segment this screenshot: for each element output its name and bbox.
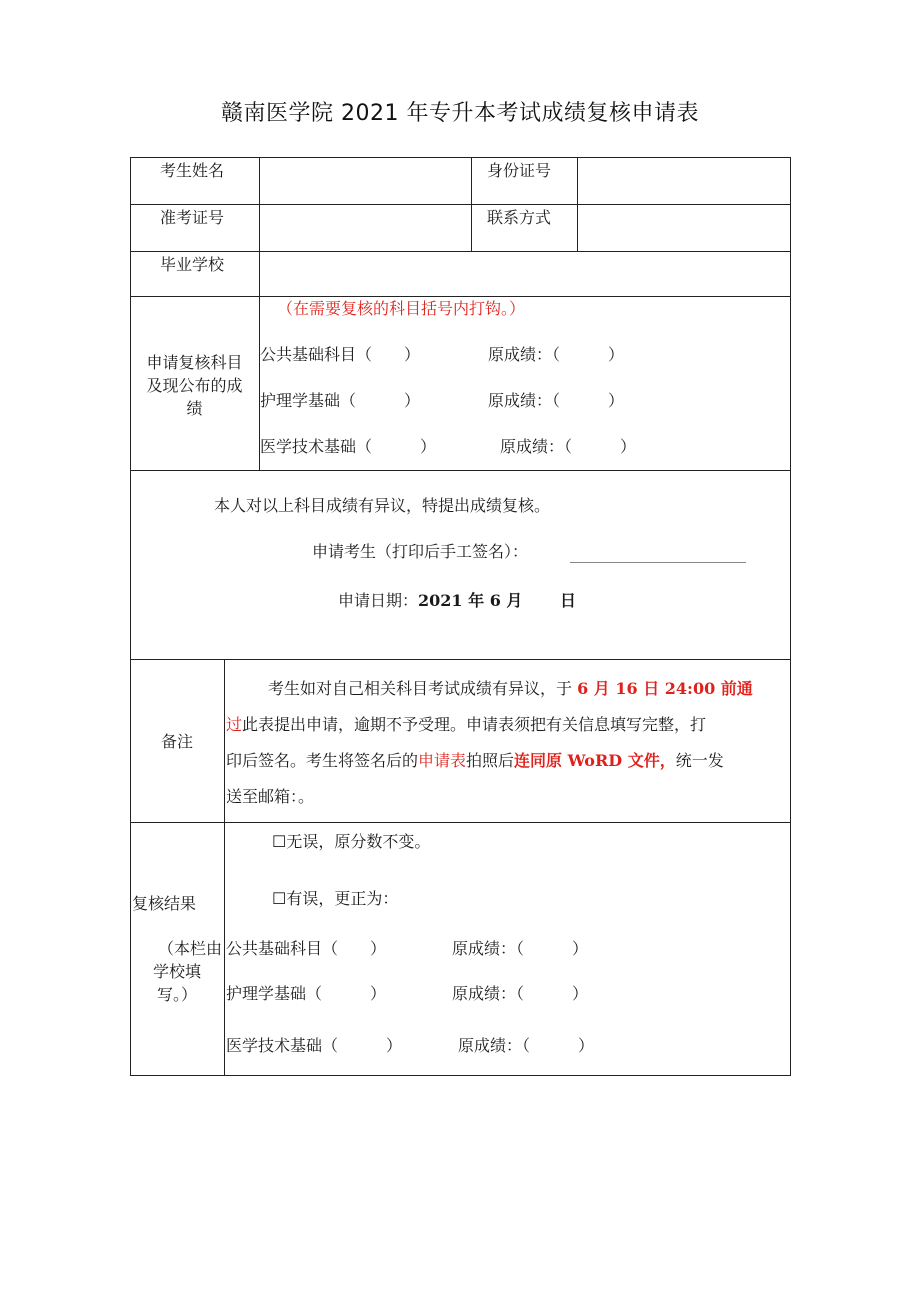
remarks-l1a: 考生如对自己相关科目考试成绩有异议，于: [268, 679, 578, 698]
review-note-line1: （本栏由: [157, 939, 222, 958]
graduate-school-field[interactable]: [260, 252, 790, 295]
name-field[interactable]: [260, 158, 470, 203]
subject-score-medical-tech: 原成绩：（ ）: [500, 437, 637, 456]
subjects-label-line2: 及现公布的成: [146, 376, 243, 395]
id-number-label: 身份证号: [487, 161, 552, 180]
review-option-no-error[interactable]: ☐无误，原分数不变。: [272, 832, 431, 851]
subject-item-nursing[interactable]: 护理学基础（ ）: [260, 391, 421, 410]
remarks-l2-red: 过: [226, 715, 243, 734]
subjects-label-line1: 申请复核科目: [146, 353, 243, 372]
subject-score-nursing: 原成绩：（ ）: [488, 391, 625, 410]
review-item-nursing: 护理学基础（ ）: [226, 984, 387, 1003]
subjects-label-line3: 绩: [186, 399, 203, 418]
date-value: 2021 年 6 月 日: [418, 591, 576, 610]
contact-label: 联系方式: [487, 208, 552, 227]
contact-field[interactable]: [578, 205, 790, 250]
remarks-text: [226, 671, 753, 815]
subject-score-public-basics: 原成绩：（ ）: [488, 345, 625, 364]
review-note-line2: 学校填: [152, 962, 201, 981]
review-option-error[interactable]: ☐有误，更正为：: [272, 889, 399, 908]
remarks-label: 备注: [160, 732, 193, 751]
subjects-label: [130, 351, 259, 420]
subject-item-medical-tech[interactable]: 医学技术基础（ ）: [260, 437, 437, 456]
application-form-table: [130, 157, 791, 1076]
graduate-school-label: 毕业学校: [160, 255, 225, 274]
review-score-medical-tech: 原成绩：（ ）: [458, 1036, 595, 1055]
application-date: [338, 591, 576, 611]
review-item-public-basics: 公共基础科目（ ）: [226, 939, 387, 958]
column-divider: [259, 157, 260, 470]
signer-label: 申请考生（打印后手工签名）：: [312, 542, 529, 561]
remarks-form-word: 申请表: [418, 751, 467, 770]
exam-number-field[interactable]: [260, 205, 470, 250]
review-score-public-basics: 原成绩：（ ）: [452, 939, 589, 958]
review-score-nursing: 原成绩：（ ）: [452, 984, 589, 1003]
signature-line[interactable]: [570, 562, 746, 563]
review-note: [130, 937, 224, 1006]
row-divider: [130, 296, 791, 297]
review-label: 复核结果: [132, 894, 197, 913]
column-divider: [471, 157, 472, 251]
remarks-deadline: 6 月 16 日 24:00 前通: [577, 679, 753, 698]
remarks-l3b: 拍照后: [466, 751, 515, 770]
subject-item-public-basics[interactable]: 公共基础科目（ ）: [260, 345, 421, 364]
remarks-l3c: 统一发: [675, 751, 724, 770]
page-title: 赣南医学院 2021 年专升本考试成绩复核申请表: [221, 101, 699, 126]
row-divider: [130, 822, 791, 823]
id-number-field[interactable]: [578, 158, 790, 203]
row-divider: [130, 659, 791, 660]
name-label: 考生姓名: [160, 161, 225, 180]
row-divider: [130, 470, 791, 471]
date-label: 申请日期：: [338, 591, 419, 610]
review-note-line3: 写。）: [156, 985, 197, 1004]
remarks-l2b: 此表提出申请，逾期不予受理。申请表须把有关信息填写完整，打: [242, 715, 707, 734]
exam-number-label: 准考证号: [160, 208, 225, 227]
subjects-instruction: （在需要复核的科目括号内打钩。）: [277, 299, 526, 318]
column-divider: [224, 659, 225, 1076]
remarks-email: 送至邮箱：。: [226, 787, 315, 806]
review-item-medical-tech: 医学技术基础（ ）: [226, 1036, 403, 1055]
declaration-statement: 本人对以上科目成绩有异议，特提出成绩复核。: [214, 496, 551, 515]
remarks-word-file: 连同原 WoRD 文件，: [514, 751, 676, 770]
remarks-l3a: 印后签名。考生将签名后的: [226, 751, 419, 770]
